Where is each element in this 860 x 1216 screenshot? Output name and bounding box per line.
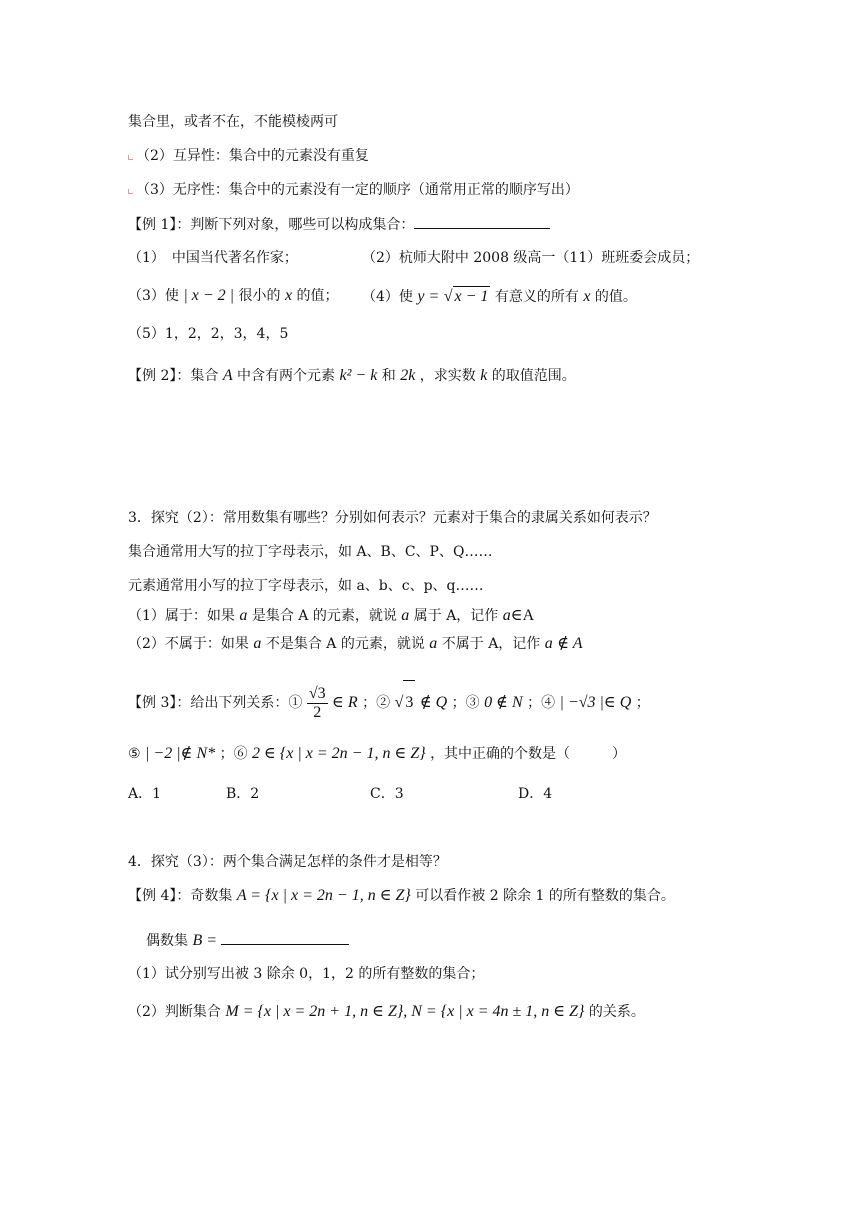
example-1-item-3 <box>128 286 339 306</box>
fraction <box>307 685 328 722</box>
text: ⑤ <box>128 746 141 762</box>
sqrt-sign: √ <box>443 288 453 305</box>
math: B = <box>192 932 218 949</box>
text: 可以看作被 2 除余 1 的所有整数的集合。 <box>415 888 675 904</box>
example-4 <box>128 886 675 906</box>
text: 的取值范围。 <box>491 368 576 384</box>
math: a <box>239 607 248 624</box>
text: 不属于 A，记作 <box>441 636 541 652</box>
text: （5）1，2，2，3，4，5 <box>128 326 289 342</box>
math: 2 ∈ {x | x = 2n − 1, n ∈ Z} <box>252 745 426 762</box>
math: x − 1 <box>454 288 489 305</box>
text: （2）判断集合 <box>128 1004 221 1020</box>
text: ；⑥ <box>219 746 248 762</box>
option-b <box>226 784 259 804</box>
text: ，求实数 <box>419 368 476 384</box>
example-1-item-1 <box>128 248 298 268</box>
text: 很小的 <box>238 288 281 304</box>
text: 偶数集 <box>146 933 188 949</box>
text: 【例 3】：给出下列关系：① <box>128 695 303 711</box>
text: （1）试分别写出被 3 除余 0，1，2 的所有整数的集合； <box>128 966 485 982</box>
math: x <box>284 287 293 304</box>
example-4-question-2 <box>128 1002 645 1022</box>
edit-mark <box>128 155 133 160</box>
answer-blank <box>414 214 550 229</box>
text: A．1 <box>128 786 162 802</box>
text: B．2 <box>226 786 260 802</box>
math: a <box>253 635 262 652</box>
section-3-not-belongs <box>128 634 583 654</box>
section-3-line-b <box>128 576 484 596</box>
text: 的关系。 <box>588 1004 645 1020</box>
text: （1） 中国当代著名作家； <box>128 250 298 266</box>
math: 2k <box>400 367 416 384</box>
math: y = <box>417 288 440 305</box>
text: ；④ <box>527 695 556 711</box>
text: 不是集合 A 的元素，就说 <box>265 636 425 652</box>
text-line-2 <box>136 146 369 166</box>
math: k² − k <box>339 367 378 384</box>
option-d <box>518 784 552 804</box>
example-1-heading <box>128 214 550 235</box>
math: | −√3 |∈ Q <box>559 694 632 711</box>
math: | x − 2 | <box>183 287 235 304</box>
math: ∉ Q <box>419 694 448 711</box>
math: x <box>583 288 591 305</box>
text: D．4 <box>518 786 553 802</box>
math: a <box>544 635 553 652</box>
math: 3 <box>403 680 415 725</box>
example-1-item-4 <box>362 286 637 307</box>
math: 0 ∉ N <box>484 694 523 711</box>
math: k <box>480 367 488 384</box>
math: A = {x | x = 2n − 1, n ∈ Z} <box>236 887 411 904</box>
answer-blank <box>221 930 349 945</box>
fraction-denominator: 2 <box>313 703 322 721</box>
text: 4．探究（3）：两个集合满足怎样的条件才是相等？ <box>128 854 447 870</box>
text: 的值； <box>296 288 339 304</box>
math: M = {x | x = 2n + 1, n ∈ Z}, N = {x | x = 4n ± 1, n ∈ Z} <box>225 1003 585 1020</box>
section-3-heading <box>128 508 657 528</box>
text: 属于 A，记作 <box>413 608 499 624</box>
fraction-numerator: √3 <box>308 684 326 702</box>
text: ； <box>635 695 650 711</box>
edit-mark <box>128 189 133 194</box>
math: a <box>502 607 511 624</box>
text: 的值。 <box>594 289 637 305</box>
example-2 <box>128 366 576 386</box>
text: 3．探究（2）：常用数集有哪些？分别如何表示？元素对于集合的隶属关系如何表示？ <box>128 510 657 526</box>
text: （2）杭师大附中 2008 级高一（11）班班委会成员； <box>362 250 700 266</box>
text: （3）无序性：集合中的元素没有一定的顺序（通常用正常的顺序写出） <box>136 182 579 198</box>
text: 有意义的所有 <box>494 289 579 305</box>
text: （2）互异性：集合中的元素没有重复 <box>136 148 369 164</box>
math: ∈A <box>510 607 535 624</box>
example-3-line-2 <box>128 744 626 764</box>
section-3-belongs <box>128 606 534 626</box>
text: （4）使 <box>362 289 413 305</box>
text: （1）属于：如果 <box>128 608 235 624</box>
text: 和 <box>381 368 396 384</box>
math: | −2 |∉ N* <box>145 745 216 762</box>
text: C．3 <box>370 786 404 802</box>
example-1-item-5 <box>128 324 288 344</box>
text: 集合里，或者不在，不能模棱两可 <box>128 114 338 130</box>
math: a <box>401 607 410 624</box>
math: A <box>222 367 233 384</box>
option-c <box>370 784 404 804</box>
math: ∉ A <box>557 635 583 652</box>
text: （2）不属于：如果 <box>128 636 249 652</box>
section-3-line-a <box>128 542 492 562</box>
example-4-even-set <box>146 930 349 951</box>
math: a <box>429 635 438 652</box>
option-a <box>128 784 161 804</box>
text: ，其中正确的个数是（ ） <box>430 746 627 762</box>
example-4-question-1 <box>128 964 484 984</box>
text: 【例 1】：判断下列对象，哪些可以构成集合： <box>128 217 415 233</box>
text: 中含有两个元素 <box>237 368 336 384</box>
example-3-line-1 <box>128 680 650 725</box>
math: ∈ R <box>332 694 358 711</box>
text-line-1 <box>128 112 338 132</box>
text: ；③ <box>451 695 480 711</box>
section-4-heading <box>128 852 447 872</box>
text: 是集合 A 的元素，就说 <box>251 608 397 624</box>
text-line-3 <box>136 180 579 200</box>
text: 【例 2】：集合 <box>128 368 219 384</box>
text: 集合通常用大写的拉丁字母表示，如 A、B、C、P、Q…… <box>128 544 493 560</box>
text: 【例 4】：奇数集 <box>128 888 233 904</box>
text: 元素通常用小写的拉丁字母表示，如 a、b、c、p、q…… <box>128 578 484 594</box>
sqrt-sign: √ <box>394 694 404 711</box>
text: （3）使 <box>128 288 179 304</box>
text: ；② <box>362 695 391 711</box>
example-1-item-2 <box>362 248 699 268</box>
